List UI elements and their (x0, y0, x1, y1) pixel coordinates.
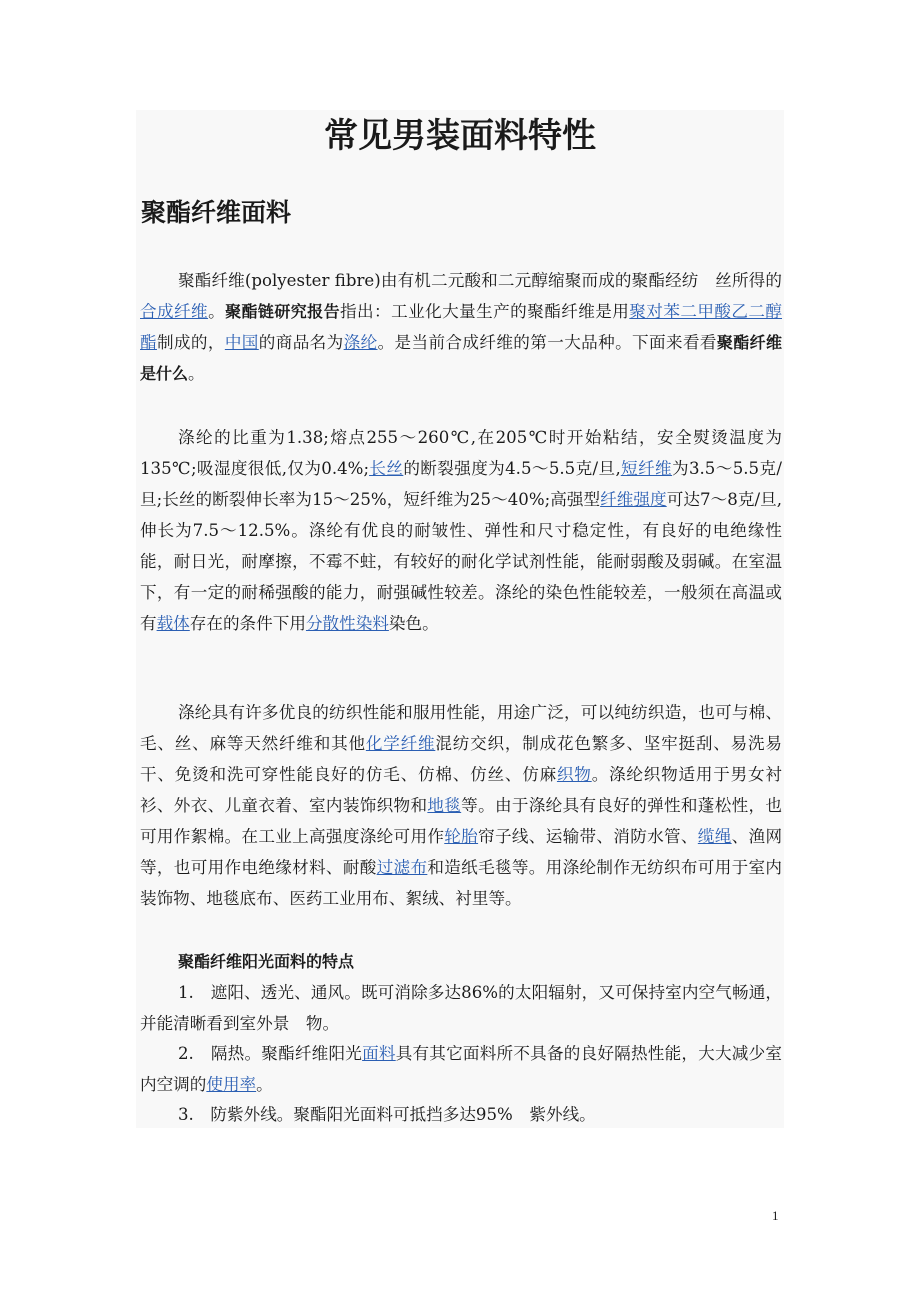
feature-item-2 (140, 1038, 782, 1100)
text-run: 。涤纶织物适用于男女衬衫、外衣、儿童衣着、室内装饰织物和 (140, 765, 783, 815)
subheading-paragraph (140, 946, 782, 977)
link-filter-cloth[interactable]: 过滤布 (376, 858, 428, 877)
text-run: 染色。 (388, 614, 439, 633)
link-pet[interactable]: 聚对苯二甲酸乙二醇酯 (140, 302, 783, 352)
link-fabric[interactable]: 织物 (556, 765, 592, 784)
text-run: 2. 隔热。聚酯纤维阳光 (178, 1044, 363, 1063)
text-run: 1. 遮阳、透光、通风。既可消除多达86%的太阳辐射，又可保持室内空气畅通，并能清晰看到室外景 物。 (140, 983, 782, 1033)
feature-item-1 (140, 977, 782, 1039)
text-run: 帘子线、运输带、消防水管、 (478, 827, 698, 846)
text-run: 、渔网等，也可用作电绝缘材料、耐酸 (140, 827, 783, 877)
link-china[interactable]: 中国 (224, 333, 259, 352)
link-fabric-material[interactable]: 面料 (362, 1044, 396, 1063)
text-run: 具有其它面料所不具备的良好隔热性能，大大减少室内空调的 (140, 1044, 782, 1094)
text-run: 的断裂强度为4.5～5.5克/旦, (403, 459, 621, 478)
link-filament[interactable]: 长丝 (369, 459, 404, 478)
text-run: 和造纸毛毯等。用涤纶制作无纺织布可用于室内装饰物、地毯底布、医药工业用布、絮绒、衬里等。 (140, 858, 783, 908)
text-run: 3. 防紫外线。聚酯阳光面料可抵挡多达95% 紫外线。 (178, 1105, 596, 1124)
text-run: 涤纶的比重为1.38;熔点255～260℃,在205℃时开始粘结，安全熨烫温度为135℃;吸湿度很低,仅为0.4%; (140, 428, 782, 478)
paragraph-properties (140, 422, 782, 639)
link-fiber-strength[interactable]: 纤维强度 (600, 490, 667, 509)
feature-item-3 (140, 1099, 782, 1130)
link-tire[interactable]: 轮胎 (444, 827, 479, 846)
text-run: 涤纶具有许多优良的纺织性能和服用性能，用途广泛，可以纯纺织造，也可与棉、毛、丝、麻等天然纤维和其他 (140, 703, 782, 753)
text-run: 。 (208, 302, 226, 321)
subheading-sunshade-features: 聚酯纤维阳光面料的特点 (178, 952, 355, 971)
link-polyester[interactable]: 涤纶 (343, 333, 378, 352)
text-run: 制成的， (156, 333, 225, 352)
link-disperse-dye[interactable]: 分散性染料 (305, 614, 389, 633)
paragraph-uses (140, 697, 782, 914)
text-run: 混纺交织，制成花色繁多、坚牢挺刮、易洗易干、免烫和洗可穿性能良好的仿毛、仿棉、仿丝、仿麻 (140, 734, 783, 784)
document-content (136, 110, 784, 1128)
text-run: 。 (256, 1075, 273, 1094)
page-number: 1 (772, 1208, 779, 1223)
text-run: 可达7～8克/旦,伸长为7.5～12.5%。涤纶有优良的耐皱性、弹性和尺寸稳定性，有良好的电绝缘性能，耐日光，耐摩擦，不霉不蛀，有较好的耐化学试剂性能，能耐弱酸及弱碱。在室温下，有一定的耐稀强酸的能力，耐强碱性较差。涤纶的染色性能较差，一般须在高温或有 (140, 490, 783, 633)
link-usage-rate[interactable]: 使用率 (206, 1075, 257, 1094)
text-run: 的商品名为 (258, 333, 344, 352)
bold-report-name: 聚酯链研究报告 (225, 302, 341, 321)
text-run: 。 (188, 364, 205, 383)
paragraph-intro (140, 265, 782, 389)
text-run: 聚酯纤维(polyester fibre)由有机二元酸和二元醇缩聚而成的聚酯经纺 丝所得的 (178, 271, 782, 290)
link-carpet[interactable]: 地毯 (427, 796, 462, 815)
document-title: 常见男装面料特性 (324, 116, 596, 156)
text-run: 。是当前合成纤维的第一大品种。下面来看看 (377, 333, 717, 352)
link-synthetic-fiber[interactable]: 合成纤维 (140, 302, 209, 321)
link-cable-rope[interactable]: 缆绳 (697, 827, 732, 846)
section-heading: 聚酯纤维面料 (141, 198, 292, 227)
link-carrier[interactable]: 载体 (156, 614, 190, 633)
text-run: 为3.5～5.5克/旦;长丝的断裂伸长率为15～25%，短纤维为25～40%;高强型 (140, 459, 783, 509)
text-run: 存在的条件下用 (189, 614, 306, 633)
bold-what-is-polyester: 聚酯纤维是什么 (140, 333, 783, 383)
text-run: 指出：工业化大量生产的聚酯纤维是用 (340, 302, 630, 321)
text-run: 等。由于涤纶具有良好的弹性和蓬松性，也可用作絮棉。在工业上高强度涤纶可用作 (140, 796, 783, 846)
link-chemical-fiber[interactable]: 化学纤维 (365, 734, 436, 753)
link-staple-fiber[interactable]: 短纤维 (620, 459, 673, 478)
